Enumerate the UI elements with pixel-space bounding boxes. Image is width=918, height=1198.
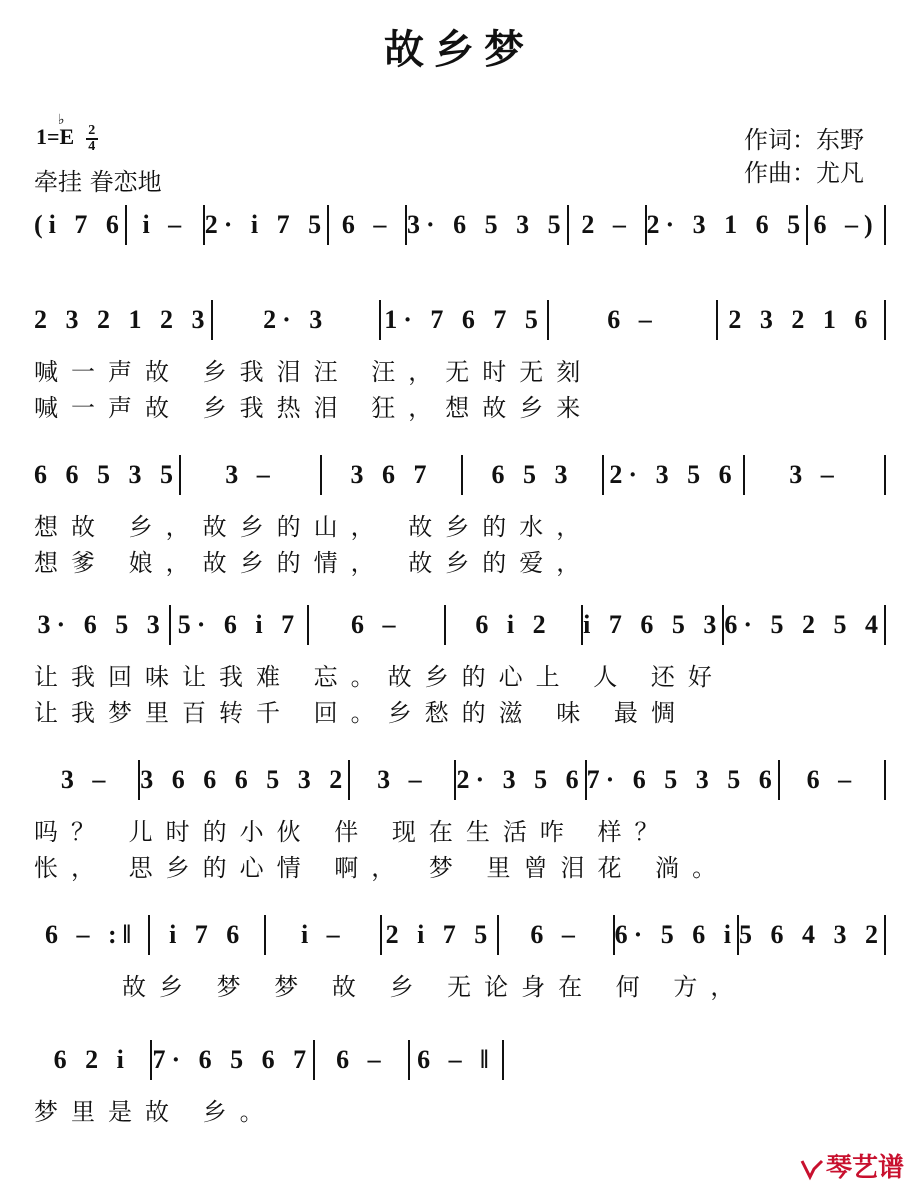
lyrics-line: 梦里是故 乡。 [34, 1098, 277, 1126]
measure: 1· 7 6 7 5 [381, 300, 549, 340]
measure: 6 5 3 [463, 455, 604, 495]
lyrics-line: 喊一声故 乡我热泪 狂，想故乡来 [34, 394, 594, 422]
song-title: 故乡梦 [384, 26, 534, 73]
notes-line [34, 1040, 504, 1084]
score-row [34, 205, 886, 249]
watermark-logo-icon [800, 1157, 824, 1181]
notes-line [34, 300, 886, 344]
measure: 2 3 2 1 2 3 [34, 300, 213, 340]
measure: 6 i 2 [446, 605, 583, 645]
measure: 6 –) [808, 205, 886, 245]
measure: 3 – [181, 455, 322, 495]
measure: 6 6 5 3 5 [34, 455, 181, 495]
measure: 3· 6 5 3 5 [407, 205, 569, 245]
score-row [34, 605, 886, 727]
notes-line [34, 455, 886, 499]
key-note: E [59, 124, 75, 150]
measure: 6 – [549, 300, 717, 340]
lyrics-line: 喊一声故 乡我泪汪 汪，无时无刻 [34, 358, 594, 386]
measure: 3 6 6 6 5 3 2 [140, 760, 350, 800]
measure: 6· 5 2 5 4 [724, 605, 886, 645]
measure: 6 – [329, 205, 407, 245]
measure: i 7 6 [150, 915, 266, 955]
lyrics-line: 让我梦里百转千 回。乡愁的滋 味 最惆 [34, 699, 688, 727]
lyrics-line: 想爹 娘，故乡的情， 故乡的爱， [34, 549, 594, 577]
measure: 6 – [309, 605, 446, 645]
measure: 2 i 7 5 [382, 915, 498, 955]
notes-line [34, 205, 886, 249]
measure: 6 2 i [34, 1040, 152, 1080]
measure: 2· 3 1 6 5 [647, 205, 809, 245]
credits [744, 124, 864, 190]
time-top: 2 [88, 123, 96, 138]
notes-line [34, 605, 886, 649]
measure: 3 – [350, 760, 456, 800]
measure: 3· 6 5 3 [34, 605, 171, 645]
measure: 7· 6 5 6 7 [152, 1040, 316, 1080]
lyrics-line: 故乡 梦 梦 故 乡 无论身在 何 方， [122, 973, 748, 1001]
lyrics-line: 吗？ 儿时的小伙 伴 现在生活咋 样？ [34, 818, 672, 846]
measure: 6 – [499, 915, 615, 955]
key-signature [36, 113, 98, 154]
flat-sign: ♭ [58, 113, 65, 128]
notes-line [34, 760, 886, 804]
measure: 5· 6 i 7 [171, 605, 308, 645]
measure: 2· 3 5 6 [604, 455, 745, 495]
composer: 作曲：尤凡 [744, 159, 864, 187]
measure: 3 – [745, 455, 886, 495]
score-row [34, 1040, 886, 1126]
measure: 6· 5 6 i [615, 915, 739, 955]
watermark [800, 1147, 904, 1184]
expression-mark: 牵挂 眷恋地 [34, 168, 162, 196]
lyrics-line: 想故 乡，故乡的山， 故乡的水， [34, 513, 594, 541]
measure: 2· i 7 5 [205, 205, 329, 245]
measure: 6 – :‖ [34, 915, 150, 955]
measure: 6 – [780, 760, 886, 800]
watermark-text: 琴艺谱 [825, 1153, 904, 1183]
measure: i – [127, 205, 205, 245]
measure: 2· 3 [213, 300, 381, 340]
score-row [34, 760, 886, 882]
time-signature [86, 124, 98, 154]
score-row [34, 455, 886, 577]
lyrics-line: 怅， 思乡的心情 啊， 梦 里曾泪花 淌。 [34, 854, 730, 882]
measure: 3 – [34, 760, 140, 800]
measure: 3 6 7 [322, 455, 463, 495]
time-bottom: 4 [88, 139, 96, 154]
score-row [34, 915, 886, 1001]
lyrics-line: 让我回味让我难 忘。故乡的心上 人 还好 [34, 663, 725, 691]
notes-line [34, 915, 886, 959]
measure: 6 – ‖ [410, 1040, 504, 1080]
measure: 2· 3 5 6 [456, 760, 586, 800]
measure: (i 7 6 [34, 205, 127, 245]
measure: 6 – [315, 1040, 409, 1080]
measure: i 7 6 5 3 [583, 605, 724, 645]
measure: i – [266, 915, 382, 955]
measure: 2 – [569, 205, 647, 245]
measure: 2 3 2 1 6 [718, 300, 886, 340]
lyricist: 作词：东野 [744, 126, 864, 154]
score-row [34, 300, 886, 422]
measure: 5 6 4 3 2 [739, 915, 886, 955]
key-prefix: 1= [36, 124, 60, 150]
measure: 7· 6 5 3 5 6 [587, 760, 780, 800]
